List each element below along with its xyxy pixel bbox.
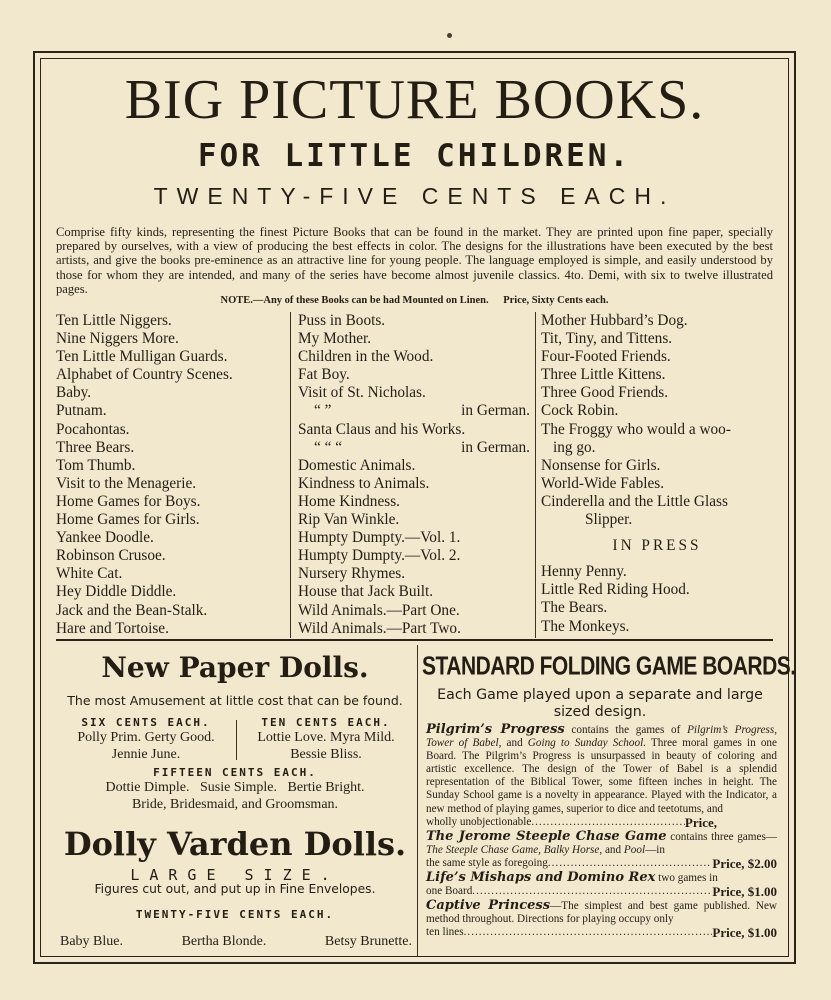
price-lead: ten lines — [426, 926, 464, 939]
game-text: —in — [645, 843, 665, 856]
book-title: Alphabet of Country Scenes. — [56, 366, 233, 384]
dolly-varden-title: Dolly Varden Dolls. — [63, 825, 407, 863]
doll-name: Baby Blue. — [60, 934, 123, 949]
game-name: Captive Princess — [426, 898, 551, 914]
book-title: Cock Robin. — [541, 402, 619, 420]
doll-names: Dottie Dimple. Susie Simple. Bertie Bright. — [105, 780, 365, 795]
note-line — [56, 295, 773, 306]
game-name: Pilgrim’s Progress — [426, 722, 565, 737]
paper-dolls-subtitle: The most Amusement at little cost that can be found. — [67, 693, 403, 708]
doll-names: Bride, Bridesmaid, and Groomsman. — [131, 797, 339, 812]
book-title: Home Kindness. — [298, 492, 400, 510]
game-description — [426, 723, 777, 816]
game-text: and — [602, 843, 624, 856]
book-title: Visit to the Menagerie. — [56, 474, 197, 492]
book-title: Robinson Crusoe. — [56, 547, 166, 565]
game-description — [426, 830, 777, 857]
game-text-italic: Going to Sunday School. — [527, 737, 646, 750]
note-price: Price, Sixty Cents each. — [503, 295, 609, 306]
price-value: Price, — [684, 814, 717, 830]
page-speck — [447, 33, 452, 38]
price-line — [426, 926, 777, 939]
price-lead: wholly unobjectionable — [426, 815, 532, 828]
book-column-2 — [298, 312, 530, 638]
doll-name: Betsy Brunette. — [324, 934, 412, 949]
book-title: The Froggy who would a woo- — [541, 420, 731, 438]
ten-cents-block — [238, 716, 414, 763]
book-column-1 — [56, 312, 286, 638]
fifteen-cents-block — [56, 766, 414, 813]
price-divider — [236, 720, 237, 760]
price-lead: the same style as foregoing — [426, 856, 548, 869]
game-boards-subtitle: Each Game played upon a separate and large sized design. — [437, 687, 763, 720]
book-title: Nonsense for Girls. — [541, 456, 661, 474]
doll-names: Lottie Love. Myra Mild. — [257, 730, 395, 745]
game-text-italic: The Steeple Chase Game, Balky Horse, — [426, 843, 603, 856]
leader-dots — [548, 857, 713, 870]
book-title: Three Good Friends. — [541, 384, 669, 402]
game-description — [426, 871, 777, 885]
column-divider — [535, 312, 536, 638]
price-heading: TWENTY-FIVE CENTS EACH. — [153, 183, 676, 209]
book-title: Hare and Tortoise. — [56, 619, 169, 637]
book-title: Nine Niggers More. — [56, 330, 179, 348]
note-text: NOTE.—Any of these Books can be had Mounted on Linen. — [220, 295, 489, 306]
book-title: Visit of St. Nicholas. — [298, 384, 426, 402]
fifteen-cents-heading: FIFTEEN CENTS EACH. — [153, 766, 317, 779]
book-title: Rip Van Winkle. — [298, 511, 400, 529]
book-title: Henny Penny. — [541, 563, 627, 581]
book-title: Nursery Rhymes. — [298, 565, 406, 583]
book-title: Home Games for Girls. — [56, 511, 200, 529]
ditto-marks: “ ” — [314, 402, 332, 420]
game-text: Three moral games in one Board. The Pilgrim’s Progress is unsurpassed in beauty of coloring and artistic excellence. The design of the Tower of Babel is a splendid representation of the Biblical Tower, some fifteen inches in height. The Sunday School game is a novelty in appearance. Played with the Indicator, a new method of playing games, superior to dice and teetotums, and — [426, 737, 777, 815]
leader-dots — [531, 816, 685, 829]
price-value: Price, $1.00 — [712, 925, 777, 941]
book-title: Children in the Wood. — [298, 348, 434, 366]
book-title: Yankee Doodle. — [56, 529, 154, 547]
ten-cents-heading: TEN CENTS EACH. — [261, 716, 391, 729]
game-text: —The simplest and best game published. New method throughout. Directions for playing occupy only — [426, 900, 778, 926]
book-title: The Bears. — [541, 599, 608, 617]
book-title: White Cat. — [56, 565, 123, 583]
game-text: contains the games of — [564, 724, 688, 736]
book-title: Little Red Riding Hood. — [541, 581, 690, 599]
book-title: Tom Thumb. — [56, 456, 136, 474]
doll-names: Bessie Bliss. — [290, 747, 362, 762]
leader-dots — [472, 885, 712, 898]
book-title: Ten Little Niggers. — [56, 312, 172, 329]
book-title: Home Games for Boys. — [56, 492, 201, 510]
game-text: and — [501, 737, 528, 750]
game-text-italic: Pilgrim’s Progress, Tower of Babel, — [426, 724, 777, 750]
section-rule — [56, 639, 773, 641]
book-title: Santa Claus and his Works. — [298, 420, 466, 438]
book-title: Wild Animals.—Part Two. — [298, 619, 461, 637]
dolly-varden-size: LARGE SIZE. — [130, 866, 340, 884]
book-title: Puss in Boots. — [298, 312, 386, 329]
dolly-varden-names — [60, 934, 412, 950]
doll-names: Polly Prim. Gerty Good. — [77, 730, 215, 745]
price-lead: one Board — [426, 885, 473, 898]
game-entry-pilgrim — [426, 723, 777, 829]
dolly-varden-description: Figures cut out, and put up in Fine Envelopes. — [94, 882, 376, 896]
book-title: Putnam. — [56, 402, 107, 420]
book-title: ing go. — [553, 438, 596, 456]
price-line — [426, 816, 777, 829]
game-text-italic: Pool — [623, 843, 646, 856]
leader-dots — [464, 926, 713, 939]
price-line — [426, 885, 777, 898]
in-press-heading: IN PRESS — [612, 537, 702, 555]
book-title: House that Jack Built. — [298, 583, 434, 601]
game-description — [426, 899, 777, 926]
six-cents-heading: SIX CENTS EACH. — [81, 716, 211, 729]
book-title: My Mother. — [298, 330, 372, 348]
book-title: World-Wide Fables. — [541, 474, 665, 492]
game-entry-jerome — [426, 830, 777, 870]
ditto-text: in German. — [461, 438, 530, 456]
intro-paragraph: Comprise fifty kinds, representing the finest Picture Books that can be found in the market. They are printed upon fine paper, specially prepared by ourselves, with a view of producing the best effects in color. The designs for the illustrations have been executed by the best artists, and give the books pre-eminence as an attractive line for young people. The language employed is simple, and easily understood by those for whom they are intended, and many of the series have become almost juvenile classics. 4to. Demi, with six to twelve illustrated pages. — [56, 225, 773, 296]
dolly-varden-price: TWENTY-FIVE CENTS EACH. — [135, 908, 335, 921]
book-title: Slipper. — [585, 511, 633, 529]
book-title: Mother Hubbard’s Dog. — [541, 312, 688, 329]
price-value: Price, $2.00 — [712, 855, 777, 871]
game-list — [426, 723, 777, 941]
ditto-marks: “ “ “ — [314, 438, 343, 456]
page-subtitle: FOR LITTLE CHILDREN. — [197, 138, 632, 174]
paper-dolls-title: New Paper Dolls. — [101, 651, 369, 684]
book-title: Three Little Kittens. — [541, 366, 666, 384]
book-title: Pocahontas. — [56, 420, 130, 438]
doll-names: Jennie June. — [111, 747, 181, 762]
game-entry-captive — [426, 899, 777, 939]
game-name: Life’s Mishaps and Domino Rex — [426, 870, 656, 886]
game-text: contains three games— — [666, 830, 777, 843]
book-title: Baby. — [56, 384, 92, 402]
book-title: Hey Diddle Diddle. — [56, 583, 177, 601]
book-title-ditto — [298, 439, 530, 457]
page-title: BIG PICTURE BOOKS. — [124, 69, 705, 131]
six-cents-block — [58, 716, 234, 763]
book-title: Kindness to Animals. — [298, 474, 430, 492]
book-title: Jack and the Bean-Stalk. — [56, 601, 208, 619]
book-title: Ten Little Mulligan Guards. — [56, 348, 228, 366]
game-name: The Jerome Steeple Chase Game — [426, 828, 667, 844]
book-title: Three Bears. — [56, 438, 135, 456]
book-title: Four-Footed Friends. — [541, 348, 671, 366]
book-title: Wild Animals.—Part One. — [298, 601, 460, 619]
book-title-ditto — [298, 402, 530, 420]
book-title: Humpty Dumpty.—Vol. 2. — [298, 547, 461, 565]
book-title: Cinderella and the Little Glass — [541, 492, 728, 510]
section-divider — [417, 645, 418, 956]
doll-name: Bertha Blonde. — [181, 934, 267, 949]
book-column-3 — [541, 312, 773, 636]
book-title: Humpty Dumpty.—Vol. 1. — [298, 529, 461, 547]
book-title: Fat Boy. — [298, 366, 350, 384]
price-value: Price, $1.00 — [712, 884, 777, 900]
game-boards-title: STANDARD FOLDING GAME BOARDS. — [422, 652, 796, 681]
book-title: Tit, Tiny, and Tittens. — [541, 330, 673, 348]
book-title: The Monkeys. — [541, 617, 630, 635]
book-title: Domestic Animals. — [298, 456, 416, 474]
ditto-text: in German. — [461, 402, 530, 420]
game-text: two games in — [655, 872, 718, 885]
column-divider — [290, 312, 291, 638]
price-line — [426, 857, 777, 870]
game-entry-life — [426, 871, 777, 898]
